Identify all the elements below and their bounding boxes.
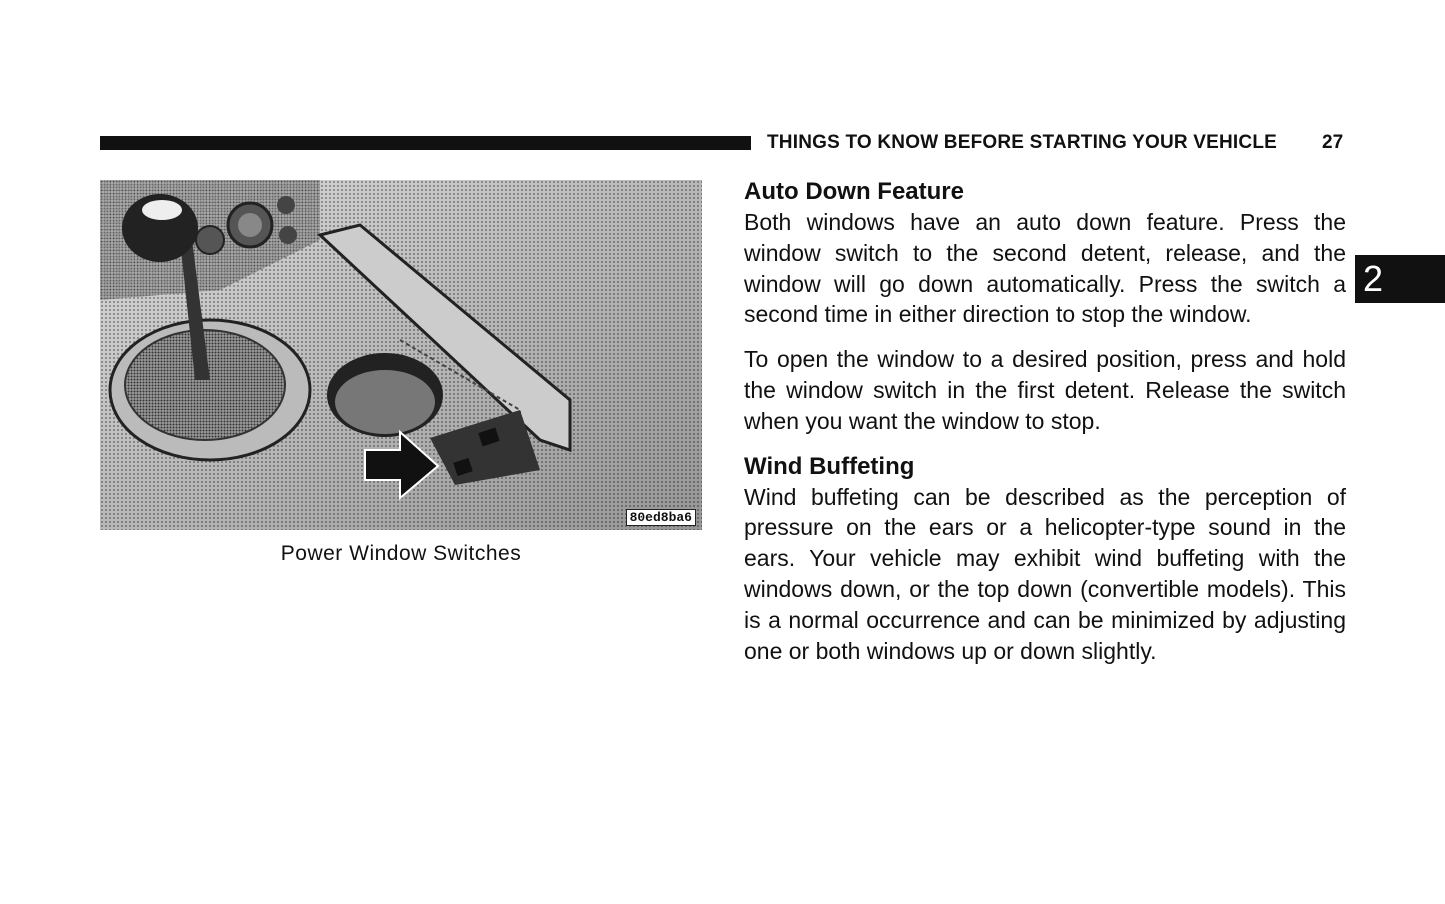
figure-id: 80ed8ba6 bbox=[626, 509, 696, 526]
main-text-column bbox=[744, 176, 1346, 666]
section-heading-auto-down: Auto Down Feature bbox=[744, 178, 964, 205]
header-rule bbox=[100, 136, 751, 150]
paragraph-auto-down-1: Both windows have an auto down feature. Press the window switch to the second detent, release, and the window will go down automatically. Press the switch a second time in either direction to stop the window. bbox=[744, 209, 1346, 328]
section-heading-wind-buffeting: Wind Buffeting bbox=[744, 452, 915, 480]
chapter-tab: 2 bbox=[1355, 255, 1445, 303]
running-header: THINGS TO KNOW BEFORE STARTING YOUR VEHICLE bbox=[767, 132, 1278, 153]
page-number: 27 bbox=[1322, 132, 1344, 153]
paragraph-auto-down-2: To open the window to a desired position, press and hold the window switch in the first detent. Release the switch when you want the window to stop. bbox=[744, 346, 1346, 434]
paragraph-wind-buffeting: Wind buffeting can be described as the perception of pressure on the ears or a helicopter-type sound in the ears. Your vehicle may exhibit wind buffeting with the windows down, or the top down (convertible models). This is a normal occurrence and can be minimized by adjusting one or both windows up or down slightly. bbox=[744, 483, 1346, 664]
figure-caption: Power Window Switches bbox=[280, 542, 522, 565]
console-drawing bbox=[100, 180, 702, 530]
power-window-illustration bbox=[100, 180, 702, 530]
